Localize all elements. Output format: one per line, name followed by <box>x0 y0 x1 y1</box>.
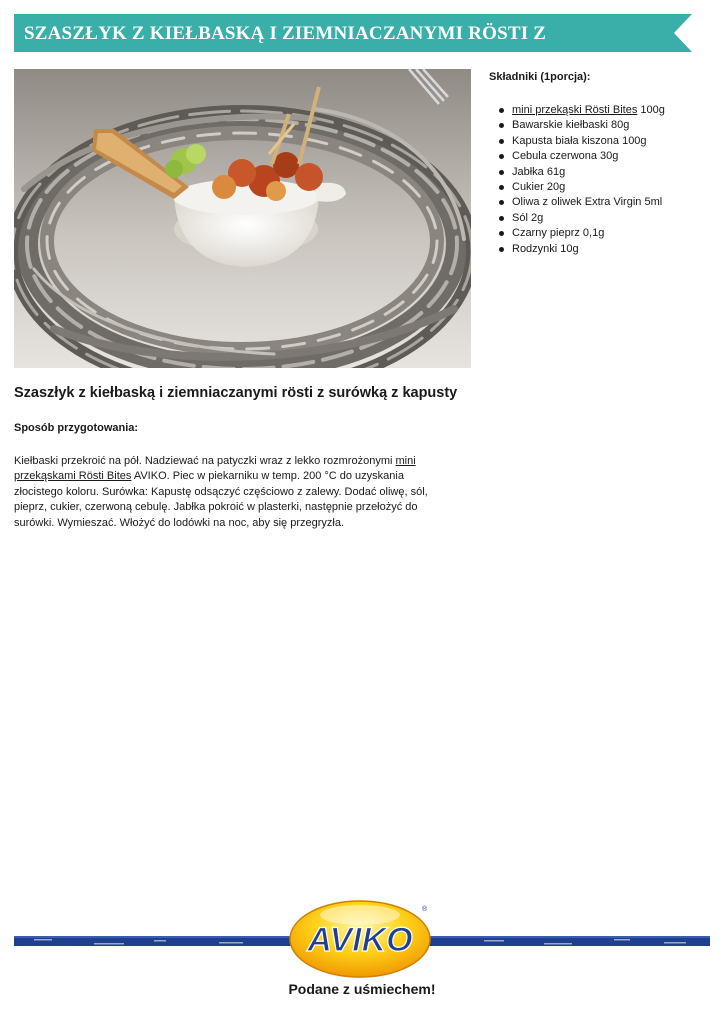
list-item: Jabłka 61g <box>495 165 665 180</box>
list-item <box>495 103 665 118</box>
recipe-title: Szaszłyk z kiełbaską i ziemniaczanymi rösti z surówką z kapusty <box>14 385 458 401</box>
list-item: Oliwa z oliwek Extra Virgin 5ml <box>495 195 665 210</box>
prep-text-start: Kiełbaski przekroić na pół. Nadziewać na patyczki wraz z lekko rozmrożonymi <box>14 455 396 467</box>
list-item: Cukier 20g <box>495 180 665 195</box>
ingredients-heading: Składniki (1porcja): <box>489 71 591 83</box>
preparation-text <box>14 454 446 531</box>
rosti-bites-prep-link[interactable]: mini przekąskami Rösti Bites <box>14 455 416 483</box>
svg-text:®: ® <box>422 906 428 913</box>
food-photo <box>14 69 471 368</box>
slogan: Podane z uśmiechem! <box>288 981 436 997</box>
rosti-bites-link[interactable]: mini przekąski Rösti Bites <box>512 104 638 116</box>
list-item: Czarny pieprz 0,1g <box>495 226 665 241</box>
aviko-logo <box>285 893 435 979</box>
logo-text: AVIKO <box>307 921 413 959</box>
ingredient-amount: 100g <box>637 104 665 116</box>
list-item: Cebula czerwona 30g <box>495 149 665 164</box>
list-item: Rodzynki 10g <box>495 242 665 257</box>
preparation-heading: Sposób przygotowania: <box>14 422 139 434</box>
header-banner <box>14 14 692 52</box>
prep-text-end: AVIKO. Piec w piekarniku w temp. 200 °C do uzyskania złocistego koloru. Surówka: Kapustę odsączyć częściowo z zalewy. Dodać oliwę, sól, pieprz, cukier, czerwoną cebulę. Jabłka pokroić w plasterki, następnie przełożyć do surówki. Wymieszać. Włożyć do lodówki na noc, aby się przegryzła. <box>14 470 428 529</box>
page-title: SZASZŁYK Z KIEŁBASKĄ I ZIEMNIACZANYMI RÖSTI Z <box>24 23 547 44</box>
list-item: Bawarskie kiełbaski 80g <box>495 118 665 133</box>
ingredients-list <box>495 103 665 257</box>
list-item: Sól 2g <box>495 211 665 226</box>
list-item: Kapusta biała kiszona 100g <box>495 134 665 149</box>
